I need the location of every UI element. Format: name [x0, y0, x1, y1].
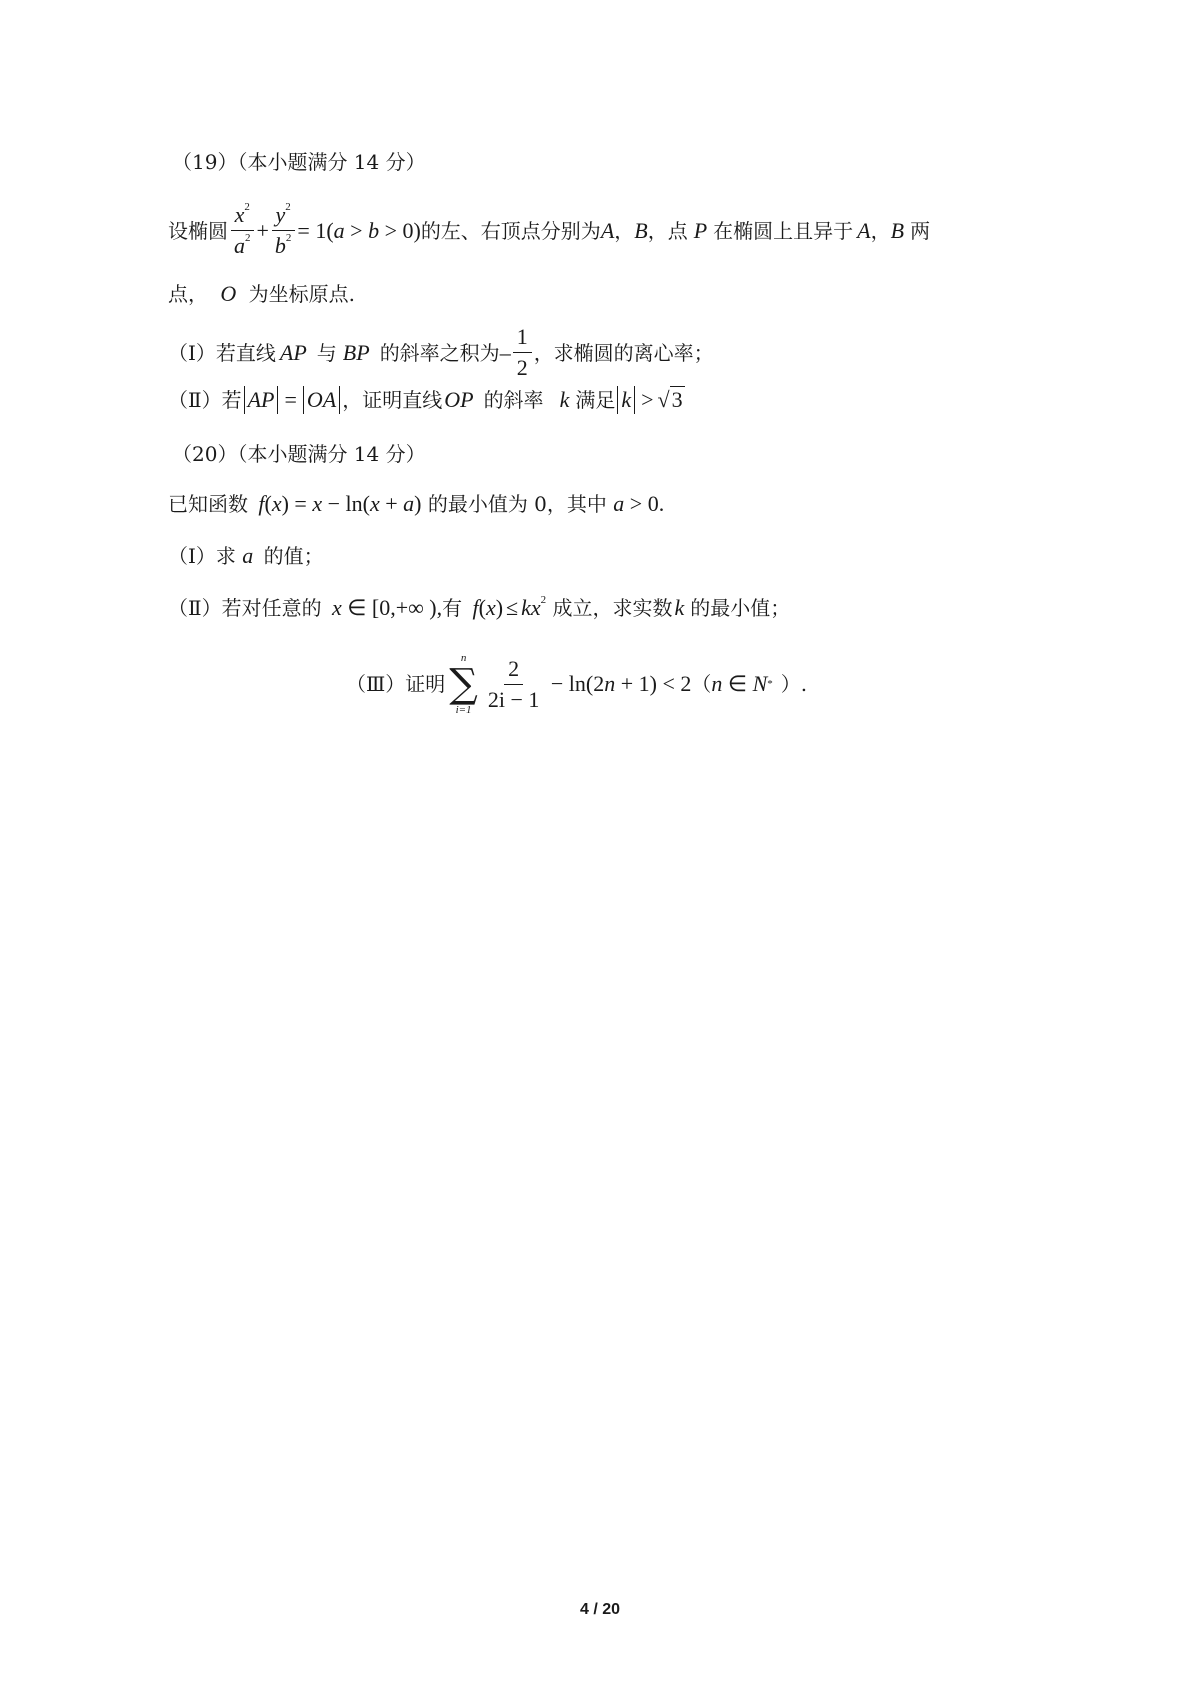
- q20-part2-tail: 成立，求实数: [552, 596, 673, 620]
- equals: =: [284, 387, 297, 412]
- exp: 2: [245, 232, 251, 244]
- part1-label: （Ⅰ）若直线: [168, 340, 276, 365]
- ellipse-eq: = 1(: [297, 217, 334, 243]
- q20-part3-label: （Ⅲ）证明: [346, 672, 446, 696]
- stem-tail-3: 在椭圆上且异于: [713, 218, 854, 243]
- abs-k: k: [617, 386, 635, 414]
- paren: (: [264, 491, 272, 516]
- interval: ∈ [0,+∞ ),: [341, 595, 443, 620]
- q20-part1-label: （Ⅰ）求: [168, 544, 236, 568]
- ellipse-frac-y: [271, 200, 296, 261]
- exp: 2: [540, 594, 547, 606]
- frac-den: 2i − 1: [487, 686, 540, 712]
- gt-2: > 0): [379, 217, 421, 243]
- segment-AP: AP: [279, 339, 307, 365]
- frac-y-num: y: [275, 202, 286, 227]
- sum-upper: n: [460, 652, 467, 664]
- part1-with: 与: [316, 340, 337, 365]
- q20-stem-a: 已知函数: [168, 492, 248, 516]
- point-O: O: [220, 281, 237, 306]
- var-k: k: [674, 595, 685, 620]
- cond-open: （: [691, 672, 712, 696]
- summation: [449, 652, 478, 716]
- q19-header: [172, 148, 426, 176]
- paren: ): [414, 491, 422, 516]
- set-N: N: [752, 671, 768, 696]
- cond-close: ）.: [780, 672, 808, 696]
- part1-text3: ，求椭圆的离心率；: [533, 340, 714, 365]
- part2-label: （Ⅱ）若: [168, 388, 242, 412]
- stem-lead: 设椭圆: [168, 218, 228, 243]
- plus: +: [379, 491, 404, 516]
- q19-stem-line1: [168, 200, 930, 261]
- exp: 2: [285, 201, 291, 213]
- q19-part1: [168, 322, 714, 383]
- comma: ，: [870, 218, 891, 243]
- part2-text4: 满足: [575, 388, 616, 412]
- paren: (: [478, 595, 486, 620]
- ellipse-frac-x: [230, 200, 255, 261]
- var-b: b: [368, 217, 380, 243]
- kx: kx: [521, 595, 541, 620]
- frac-den: 2: [516, 355, 528, 380]
- var-x: x: [312, 491, 323, 516]
- frac-y-den: b: [274, 233, 286, 258]
- frac-num: 2: [504, 654, 523, 685]
- has: 有: [442, 596, 463, 620]
- stem-tail-1: 的左、右顶点分别为: [420, 218, 601, 243]
- frac-num: 1: [513, 322, 532, 353]
- frac-x-den: a: [234, 233, 245, 258]
- in: ∈: [722, 671, 753, 696]
- equals: =: [288, 491, 313, 516]
- sqrt-radicand: 3: [671, 387, 683, 412]
- stem-line2-a: 点，: [168, 282, 208, 306]
- part1-text2: 的斜率之积为: [379, 340, 500, 365]
- frac-x-num: x: [234, 202, 245, 227]
- paren: ): [281, 491, 289, 516]
- fraction-one-half: [513, 322, 532, 383]
- page-number: [0, 1601, 1200, 1619]
- slope-k: k: [559, 387, 570, 412]
- q19-part2: [168, 386, 685, 414]
- q19-header-text: （19）（本小题满分 14 分）: [172, 150, 426, 174]
- stem-tail-4: 两: [910, 218, 931, 243]
- func-f: f: [472, 595, 479, 620]
- var-x: x: [369, 491, 380, 516]
- q20-part3: （Ⅲ）证明 n ∑ i=1 $\frac{2}{2i - 1}$ − ln(2 n + 1) < 2 （ n ∈ N * ）.: [346, 652, 808, 716]
- minus-ln: − ln(2: [545, 671, 605, 696]
- q20-header-text: （20）（本小题满分 14 分）: [172, 442, 426, 466]
- var-a: a: [242, 543, 254, 568]
- q20-part1: [168, 542, 324, 570]
- le: ≤: [506, 595, 519, 620]
- segment-BP: BP: [342, 339, 370, 365]
- exp: 2: [244, 201, 250, 213]
- var-n: n: [604, 671, 616, 696]
- minus-sign: –: [499, 339, 511, 365]
- point-P: P: [693, 217, 708, 243]
- q20-header: [172, 440, 426, 468]
- var-a: a: [333, 217, 345, 243]
- q20-part2-label: （Ⅱ）若对任意的: [168, 596, 322, 620]
- exp: 2: [285, 232, 292, 244]
- sum-lower: i=1: [455, 704, 472, 716]
- plus-sign: +: [256, 217, 269, 243]
- part2-text2: ，证明直线: [342, 388, 443, 412]
- sqrt-3: √3: [657, 387, 683, 412]
- q20-stem: [168, 490, 664, 518]
- var-a: a: [613, 491, 625, 516]
- var-x: x: [485, 595, 496, 620]
- q20-stem-b: 的最小值为 0，其中: [427, 492, 607, 516]
- q20-part2: [168, 594, 790, 622]
- point-A: A: [857, 217, 871, 243]
- rest: + 1) < 2: [615, 671, 692, 696]
- abs-AP: AP: [244, 386, 279, 414]
- part2-text3: 的斜率: [483, 388, 544, 412]
- point-B: B: [634, 217, 648, 243]
- q19-stem-line2: [168, 280, 355, 308]
- point-A: A: [600, 217, 615, 243]
- gt-1: >: [344, 217, 369, 243]
- sigma-symbol: ∑: [449, 661, 478, 707]
- greater-than: >: [641, 387, 654, 412]
- q20-part2-tail2: 的最小值；: [690, 596, 791, 620]
- stem-tail-2: 点: [667, 218, 688, 243]
- q20-part1-tail: 的值；: [263, 544, 324, 568]
- comma: ，: [614, 218, 635, 243]
- point-B: B: [890, 217, 905, 243]
- var-x: x: [271, 491, 282, 516]
- var-n: n: [711, 671, 723, 696]
- page-number-text: 4 / 20: [579, 1601, 621, 1618]
- var-a: a: [403, 491, 415, 516]
- line-OP: OP: [444, 387, 474, 412]
- fraction-2-over-2i-1: [484, 654, 544, 715]
- stem-line2-b: 为坐标原点.: [248, 282, 355, 306]
- abs-OA: OA: [303, 386, 340, 414]
- paren: ): [495, 595, 504, 620]
- func-f: f: [258, 491, 265, 516]
- gt-zero: > 0.: [624, 491, 665, 516]
- comma: ，: [647, 218, 668, 243]
- minus-ln: − ln(: [322, 491, 370, 516]
- var-x: x: [331, 595, 342, 620]
